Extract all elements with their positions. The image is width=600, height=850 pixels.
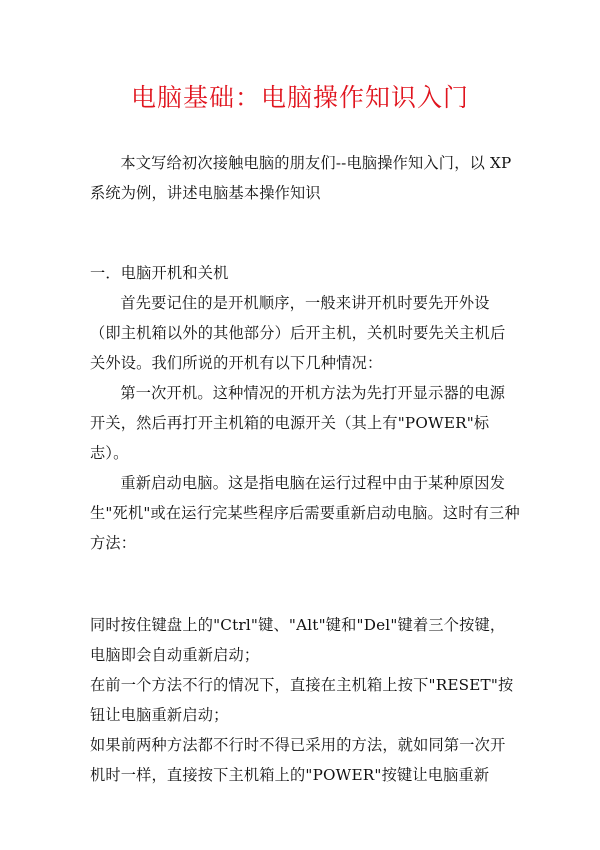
paragraph-restart: 重新启动电脑。这是指电脑在运行过程中由于某种原因发生"死机"或在运行完某些程序后需要重新启动电脑。这时有三种方法： (90, 474, 520, 552)
section-heading: 一．电脑开机和关机 (90, 264, 229, 282)
paragraph-startup-order: 首先要记住的是开机顺序，一般来讲开机时要先开外设（即主机箱以外的其他部分）后开主机，关机时要先关主机后关外设。我们所说的开机有以下几种情况： (90, 294, 506, 372)
document-body (90, 148, 520, 790)
spacer (90, 208, 520, 258)
method-item: 如果前两种方法都不行时不得已采用的方法，就如同第一次开机时一样，直接按下主机箱上的"POWER"按键让电脑重新 (90, 736, 506, 784)
method-item: 同时按住键盘上的"Ctrl"键、"Alt"键和"Del"键着三个按键，电脑即会自动重新启动； (90, 616, 506, 664)
spacer (90, 558, 520, 610)
method-item: 在前一个方法不行的情况下，直接在主机箱上按下"RESET"按钮让电脑重新启动； (90, 676, 514, 724)
intro-paragraph: 本文写给初次接触电脑的朋友们--电脑操作知入门，以 XP 系统为例，讲述电脑基本操作知识 (90, 154, 512, 202)
document-title: 电脑基础：电脑操作知识入门 (130, 83, 469, 112)
paragraph-first-boot: 第一次开机。这种情况的开机方法为先打开显示器的电源开关，然后再打开主机箱的电源开关（其上有"POWER"标志）。 (90, 384, 506, 462)
